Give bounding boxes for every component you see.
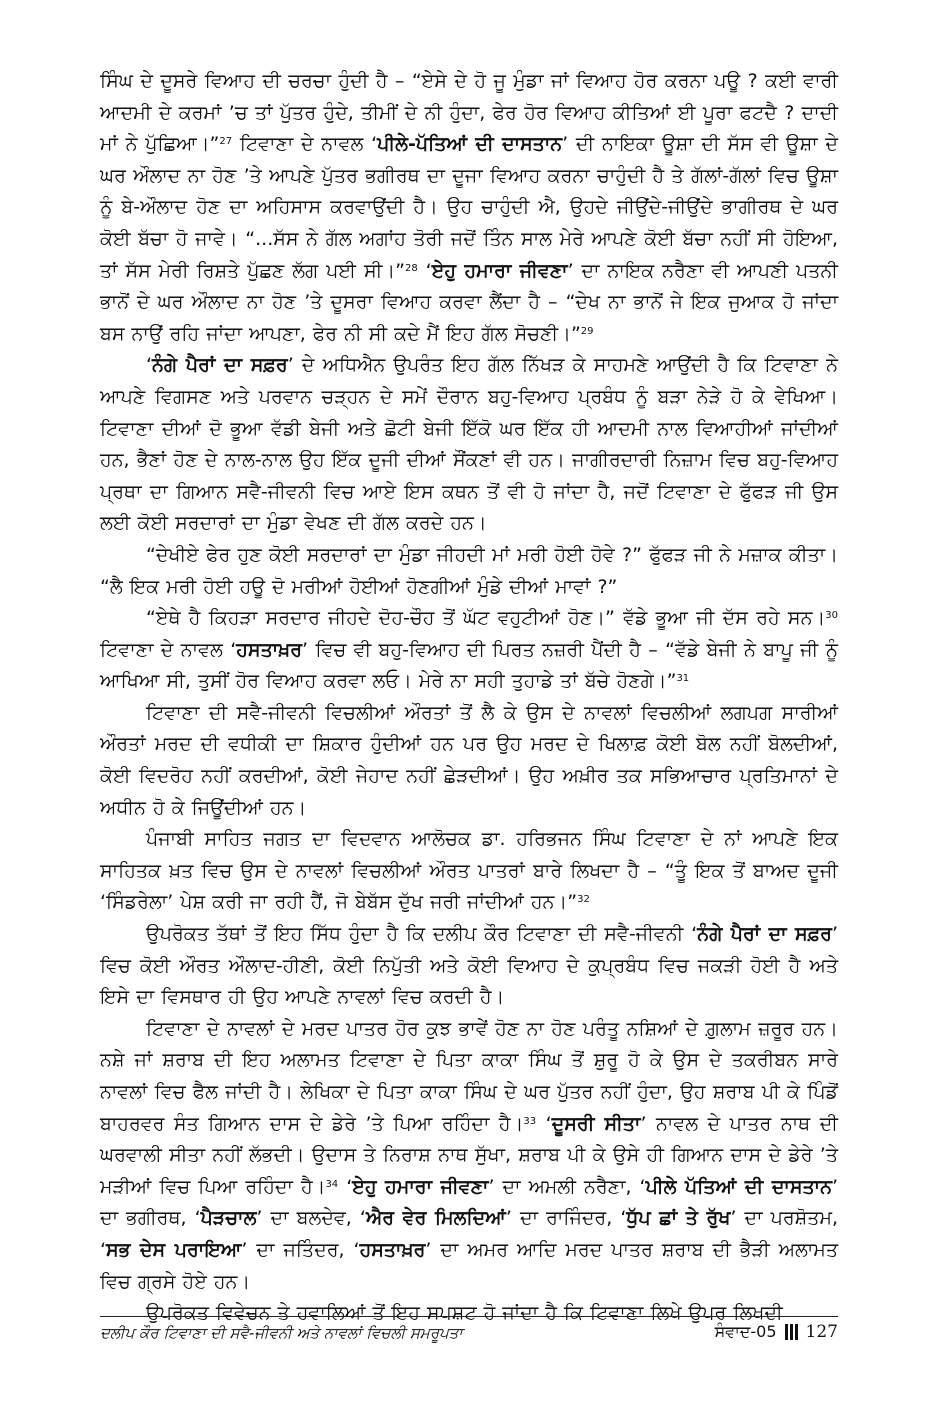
text-run: ’ ਦਾ ਅਮਲੀ ਨਰੈਣਾ, ‘: [488, 1175, 646, 1198]
text-run: ਟਿਵਾਣਾ ਦੀ ਸਵੈ-ਜੀਵਨੀ ਵਿਚਲੀਆਂ ਔਰਤਾਂ ਤੋਂ ਲੈ ਕੇ ਉਸ ਦੇ ਨਾਵਲਾਂ ਵਿਚਲੀਆਂ ਲਗਪਗ ਸਾਰੀਆਂ ਔਰਤਾਂ ਮਰਦ ਦੀ ਵਧੀਕੀ ਦਾ ਸ਼ਿਕਾਰ ਹੁੰਦੀਆਂ ਹਨ ਪਰ ਉਹ ਮਰਦ ਦੇ ਖਿਲਾਫ਼ ਕੋਈ ਬੋਲ ਨਹੀਂ ਬੋਲਦੀਆਂ, ਕੋਈ ਵਿਦਰੋਹ ਨਹੀਂ ਕਰਦੀਆਂ, ਕੋਈ ਜੇਹਾਦ ਨਹੀਂ ਛੇੜਦੀਆਂ। ਉਹ ਅਖ਼ੀਰ ਤਕ ਸਭਿਆਚਾਰ ਪ੍ਰਤਿਮਾਨਾਂ ਦੇ ਅਧੀਨ ਹੋ ਕੇ ਜਿਊਂਦੀਆਂ ਹਨ।: [100, 701, 838, 819]
text-run: ’ ਦਾ ਅਮਰ ਆਦਿ ਮਰਦ ਪਾਤਰ ਸ਼ਰਾਬ ਦੀ ਭੈੜੀ ਅਲਾਮਤ ਵਿਚ ਗ੍ਰਸੇ ਹੋਏ ਹਨ।: [100, 1238, 838, 1293]
text-run: ਟਿਵਾਣਾ ਦੇ ਨਾਵਲ ‘: [232, 133, 378, 156]
bars-icon: [785, 1324, 798, 1340]
text-run: ’ ਦਾ ਪਰਸ਼ੋਤਮ, ‘: [100, 1207, 838, 1261]
footer-rule: [100, 1316, 838, 1317]
text-run: ਟਿਵਾਣਾ ਦੇ ਨਾਵਲ ‘: [100, 638, 237, 661]
footnote-ref: 33: [523, 1115, 537, 1127]
bold-title: ਏਹੁ ਹਮਾਰਾ ਜੀਵਣਾ: [431, 259, 568, 282]
paragraph: [100, 603, 838, 698]
footnote-ref: 29: [580, 325, 594, 337]
text-run: ਟਿਵਾਣਾ ਦੇ ਨਾਵਲਾਂ ਦੇ ਮਰਦ ਪਾਤਰ ਹੋਰ ਕੁਝ ਭਾਵੇਂ ਹੋਣ ਨਾ ਹੋਣ ਪਰੰਤੂ ਨਸ਼ਿਆਂ ਦੇ ਗ਼ੁਲਾਮ ਜ਼ਰੂਰ ਹਨ। ਨਸ਼ੇ ਜਾਂ ਸ਼ਰਾਬ ਦੀ ਇਹ ਅਲਾਮਤ ਟਿਵਾਣਾ ਦੇ ਪਿਤਾ ਕਾਕਾ ਸਿੰਘ ਤੋਂ ਸ਼ੁਰੂ ਹੋ ਕੇ ਉਸ ਦੇ ਤਕਰੀਬਨ ਸਾਰੇ ਨਾਵਲਾਂ ਵਿਚ ਫੈਲ ਜਾਂਦੀ ਹੈ। ਲੇਖਿਕਾ ਦੇ ਪਿਤਾ ਕਾਕਾ ਸਿੰਘ ਦੇ ਘਰ ਪੁੱਤਰ ਨਹੀਂ ਹੁੰਦਾ, ਉਹ ਸ਼ਰਾਬ ਪੀ ਕੇ ਪਿੰਡੋਂ ਬਾਹਰਵਰ ਸੰਤ ਗਿਆਨ ਦਾਸ ਦੇ ਡੇਰੇ ’ਤੇ ਪਿਆ ਰਹਿੰਦਾ ਹੈ।: [100, 1017, 838, 1135]
bold-title: ਹਸਤਾਖ਼ਰ: [359, 1238, 426, 1261]
bold-title: ਪੀਲੇ-ਪੱਤਿਆਂ ਦੀ ਦਾਸਤਾਨ: [377, 133, 563, 156]
text-run: ’ ਦਾ ਬਲਦੇਵ, ‘: [256, 1207, 366, 1230]
paragraph: [100, 350, 838, 540]
bold-title: ਧੁੱਪ ਛਾਂ ਤੇ ਰੁੱਖ: [626, 1207, 731, 1230]
text-run: ’ ਦਾ ਜਤਿੰਦਰ, ‘: [241, 1238, 360, 1261]
paragraph: [100, 824, 838, 919]
paragraph: [100, 698, 838, 824]
bold-title: ਨੰਗੇ ਪੈਰਾਂ ਦਾ ਸਫ਼ਰ: [697, 923, 832, 946]
bold-title: ਸਭ ਦੇਸ ਪਰਾਇਆ: [106, 1238, 242, 1261]
footnote-ref: 31: [676, 673, 690, 685]
journal-name: ਸੰਵਾਦ-05: [714, 1322, 777, 1341]
paragraph: [100, 66, 838, 350]
text-run: ’ ਵਿਚ ਕੋਈ ਔਰਤ ਔਲਾਦ-ਹੀਣੀ, ਕੋਈ ਨਿਪੁੱਤੀ ਅਤੇ ਕੋਈ ਵਿਆਹ ਦੇ ਕੁਪ੍ਰਬੰਧ ਵਿਚ ਜਕੜੀ ਹੋਈ ਹੈ ਅਤੇ ਇਸੇ ਦਾ ਵਿਸਥਾਰ ਹੀ ਉਹ ਆਪਣੇ ਨਾਵਲਾਂ ਵਿਚ ਕਰਦੀ ਹੈ।: [100, 923, 839, 1009]
footnote-ref: 34: [325, 1178, 339, 1190]
paragraph: [100, 540, 838, 603]
bold-title: ਹਸਤਾਖ਼ਰ: [236, 638, 303, 661]
paragraph: [100, 919, 838, 1014]
text-run: ‘: [536, 1112, 552, 1135]
bold-title: ਦੂਸਰੀ ਸੀਤਾ: [551, 1112, 641, 1135]
text-run: ’ ਨਾਵਲ ਦੇ ਪਾਤਰ ਨਾਥ ਦੀ ਘਰਵਾਲੀ ਸੀਤਾ ਨਹੀਂ ਲੱਭਦੀ। ਉਦਾਸ ਤੇ ਨਿਰਾਸ਼ ਨਾਥ ਸੁੱਖਾ, ਸ਼ਰਾਬ ਪੀ ਕੇ ਉਸੇ ਹੀ ਗਿਆਨ ਦਾਸ ਦੇ ਡੇਰੇ ’ਤੇ ਮੜੀਆਂ ਵਿਚ ਪਿਆ ਰਹਿੰਦਾ ਹੈ।: [100, 1112, 838, 1198]
text-run: ਪੰਜਾਬੀ ਸਾਹਿਤ ਜਗਤ ਦਾ ਵਿਦਵਾਨ ਆਲੋਚਕ ਡਾ. ਹਰਿਭਜਨ ਸਿੰਘ ਟਿਵਾਣਾ ਦੇ ਨਾਂ ਆਪਣੇ ਇਕ ਸਾਹਿਤਕ ਖ਼ਤ ਵਿਚ ਉਸ ਦੇ ਨਾਵਲਾਂ ਵਿਚਲੀਆਂ ਔਰਤ ਪਾਤਰਾਂ ਬਾਰੇ ਲਿਖਦਾ ਹੈ – “ਤੂੰ ਇਕ ਤੋਂ ਬਾਅਦ ਦੂਜੀ ‘ਸਿੰਡਰੇਲਾ’ ਪੇਸ਼ ਕਰੀ ਜਾ ਰਹੀ ਹੈਂ, ਜੋ ਬੇਬੱਸ ਦੁੱਖ ਜਰੀ ਜਾਂਦੀਆਂ ਹਨ।”: [100, 828, 838, 914]
text-run: ‘: [417, 259, 432, 282]
page-number: 127: [805, 1322, 838, 1342]
text-run: ’ ਦਾ ਰਾਜਿੰਦਰ, ‘: [505, 1207, 627, 1230]
text-run: ’ ਵਿਚ ਵੀ ਬਹੁ-ਵਿਆਹ ਦੀ ਪਿਰਤ ਨਜ਼ਰੀ ਪੈਂਦੀ ਹੈ – “ਵੱਡੇ ਬੇਜੀ ਨੇ ਬਾਪੂ ਜੀ ਨੂੰ ਆਖਿਆ ਸੀ, ਤੁਸੀਂ ਹੋਰ ਵਿਆਹ ਕਰਵਾ ਲਓ। ਮੇਰੇ ਨਾ ਸਹੀ ਤੁਹਾਡੇ ਤਾਂ ਬੱਚੇ ਹੋਣਗੇ।”: [100, 638, 838, 693]
text-run: ‘: [338, 1175, 353, 1198]
text-run: ’ ਦਾ ਭਗੀਰਥ, ‘: [100, 1175, 838, 1230]
bold-title: ਏਹੁ ਹਮਾਰਾ ਜੀਵਣਾ: [352, 1175, 489, 1198]
footer-folio: [715, 1322, 838, 1342]
text-run: ‘: [146, 354, 153, 377]
footnote-ref: 32: [577, 894, 590, 906]
text-run: ਉਪਰੋਕਤ ਤੱਥਾਂ ਤੋਂ ਇਹ ਸਿੱਧ ਹੁੰਦਾ ਹੈ ਕਿ ਦਲੀਪ ਕੌਰ ਟਿਵਾਣਾ ਦੀ ਸਵੈ-ਜੀਵਨੀ ‘: [146, 923, 698, 946]
page-body: [100, 66, 838, 1330]
bold-title: ਨੰਗੇ ਪੈਰਾਂ ਦਾ ਸਫ਼ਰ: [152, 354, 288, 377]
text-run: “ਏਥੇ ਹੈ ਕਿਹੜਾ ਸਰਦਾਰ ਜੀਹਦੇ ਦੋਹ-ਚੌਹ ਤੋਂ ਘੱਟ ਵਹੁਟੀਆਂ ਹੋਣ।” ਵੱਡੇ ਭੂਆ ਜੀ ਦੱਸ ਰਹੇ ਸਨ।: [146, 607, 826, 630]
footnote-ref: 28: [405, 262, 418, 274]
paragraph: [100, 1014, 838, 1298]
text-run: ’ ਦੇ ਅਧਿਐਨ ਉਪਰੰਤ ਇਹ ਗੱਲ ਨਿੱਖੜ ਕੇ ਸਾਹਮਣੇ ਆਉਂਦੀ ਹੈ ਕਿ ਟਿਵਾਣਾ ਨੇ ਆਪਣੇ ਵਿਗਸਣ ਅਤੇ ਪਰਵਾਨ ਚੜ੍ਹਨ ਦੇ ਸਮੇਂ ਦੌਰਾਨ ਬਹੁ-ਵਿਆਹ ਪ੍ਰਬੰਧ ਨੂੰ ਬੜਾ ਨੇੜੇ ਹੋ ਕੇ ਵੇਖਿਆ। ਟਿਵਾਣਾ ਦੀਆਂ ਦੋ ਭੂਆ ਵੱਡੀ ਬੇਜੀ ਅਤੇ ਛੋਟੀ ਬੇਜੀ ਇੱਕੋ ਘਰ ਇੱਕ ਹੀ ਆਦਮੀ ਨਾਲ ਵਿਆਹੀਆਂ ਜਾਂਦੀਆਂ ਹਨ, ਭੈਣਾਂ ਹੋਣ ਦੇ ਨਾਲ-ਨਾਲ ਉਹ ਇੱਕ ਦੂਜੀ ਦੀਆਂ ਸੌਂਕਣਾਂ ਵੀ ਹਨ। ਜਾਗੀਰਦਾਰੀ ਨਿਜ਼ਾਮ ਵਿਚ ਬਹੁ-ਵਿਆਹ ਪ੍ਰਥਾ ਦਾ ਗਿਆਨ ਸਵੈ-ਜੀਵਨੀ ਵਿਚ ਆਏ ਇਸ ਕਥਨ ਤੋਂ ਵੀ ਹੋ ਜਾਂਦਾ ਹੈ, ਜਦੋਂ ਟਿਵਾਣਾ ਦੇ ਫੁੱਫੜ ਜੀ ਉਸ ਲਈ ਕੋਈ ਸਰਦਾਰਾਂ ਦਾ ਮੁੰਡਾ ਵੇਖਣ ਦੀ ਗੱਲ ਕਰਦੇ ਹਨ।: [100, 354, 838, 535]
bold-title: ਪੀਲੇ ਪੱਤਿਆਂ ਦੀ ਦਾਸਤਾਨ: [645, 1175, 832, 1198]
text-run: ਸਿੰਘ ਦੇ ਦੂਸਰੇ ਵਿਆਹ ਦੀ ਚਰਚਾ ਹੁੰਦੀ ਹੈ – “ਏਸੇ ਦੇ ਹੋ ਜੂ ਮੁੰਡਾ ਜਾਂ ਵਿਆਹ ਹੋਰ ਕਰਨਾ ਪਊ ? ਕਈ ਵਾਰੀ ਆਦਮੀ ਦੇ ਕਰਮਾਂ ’ਚ ਤਾਂ ਪੁੱਤਰ ਹੁੰਦੇ, ਤੀਮੀਂ ਦੇ ਨੀ ਹੁੰਦਾ, ਫੇਰ ਹੋਰ ਵਿਆਹ ਕੀਤਿਆਂ ਈ ਪੂਰਾ ਫਟਦੈ ? ਦਾਦੀ ਮਾਂ ਨੇ ਪੁੱਛਿਆ।”: [100, 70, 838, 156]
footnote-ref: 27: [219, 136, 233, 148]
running-title: ਦਲੀਪ ਕੌਰ ਟਿਵਾਣਾ ਦੀ ਸਵੈ-ਜੀਵਨੀ ਅਤੇ ਨਾਵਲਾਂ ਵਿਚਲੀ ਸਮਰੂਪਤਾ: [100, 1324, 463, 1342]
bold-title: ਪੈੜਚਾਲ: [200, 1207, 257, 1230]
text-run: ’ ਦੀ ਨਾਇਕਾ ਊਸ਼ਾ ਦੀ ਸੱਸ ਵੀ ਊਸ਼ਾ ਦੇ ਘਰ ਔਲਾਦ ਨਾ ਹੋਣ ’ਤੇ ਆਪਣੇ ਪੁੱਤਰ ਭਗੀਰਥ ਦਾ ਦੂਜਾ ਵਿਆਹ ਕਰਨਾ ਚਾਹੁੰਦੀ ਹੈ ਤੇ ਗੱਲਾਂ-ਗੱਲਾਂ ਵਿਚ ਊਸ਼ਾ ਨੂੰ ਬੇ-ਔਲਾਦ ਹੋਣ ਦਾ ਅਹਿਸਾਸ ਕਰਵਾਉਂਦੀ ਹੈ। ਉਹ ਚਾਹੁੰਦੀ ਐ, ਉਹਦੇ ਜੀਉਂਦੇ-ਜੀਉਂਦੇ ਭਾਗੀਰਥ ਦੇ ਘਰ ਕੋਈ ਬੱਚਾ ਹੋ ਜਾਵੇ। “...ਸੱਸ ਨੇ ਗੱਲ ਅਗਾਂਹ ਤੋਰੀ ਜਦੋਂ ਤਿੰਨ ਸਾਲ ਮੇਰੇ ਆਪਣੇ ਕੋਈ ਬੱਚਾ ਨਹੀਂ ਸੀ ਹੋਇਆ, ਤਾਂ ਸੱਸ ਮੇਰੀ ਰਿਸ਼ਤੇ ਪੁੱਛਣ ਲੱਗ ਪਈ ਸੀ।”: [100, 133, 838, 282]
text-run: ’ ਦਾ ਨਾਇਕ ਨਰੈਣਾ ਵੀ ਆਪਣੀ ਪਤਨੀ ਭਾਨੋਂ ਦੇ ਘਰ ਔਲਾਦ ਨਾ ਹੋਣ ’ਤੇ ਦੂਸਰਾ ਵਿਆਹ ਕਰਵਾ ਲੈਂਦਾ ਹੈ – “ਦੇਖ ਨਾ ਭਾਨੋਂ ਜੇ ਇਕ ਜੁਆਕ ਹੋ ਜਾਂਦਾ ਬਸ ਨਾਉਂ ਰਹਿ ਜਾਂਦਾ ਆਪਣਾ, ਫੇਰ ਨੀ ਸੀ ਕਦੇ ਮੈਂ ਇਹ ਗੱਲ ਸੋਚਣੀ।”: [100, 259, 838, 345]
footnote-ref: 30: [825, 610, 838, 622]
bold-title: ਐਰ ਵੇਰ ਮਿਲਦਿਆਂ: [365, 1207, 506, 1230]
text-run: ਉਪਰੋਕਤ ਵਿਵੇਚਨ ਤੇ ਹਵਾਲਿਆਂ ਤੋਂ ਇਹ ਸਪਸ਼ਟ ਹੋ ਜਾਂਦਾ ਹੈ ਕਿ ਟਿਵਾਣਾ ਲਿਖੇ ਉਪਰ ਲਿਖਦੀ: [146, 1302, 783, 1325]
text-run: “ਦੇਖੀਏ ਫੇਰ ਹੁਣ ਕੋਈ ਸਰਦਾਰਾਂ ਦਾ ਮੁੰਡਾ ਜੀਹਦੀ ਮਾਂ ਮਰੀ ਹੋਈ ਹੋਵੇ ?” ਫੁੱਫੜ ਜੀ ਨੇ ਮਜ਼ਾਕ ਕੀਤਾ। “ਲੈ ਇਕ ਮਰੀ ਹੋਈ ਹਊ ਦੋ ਮਰੀਆਂ ਹੋਈਆਂ ਹੋਣਗੀਆਂ ਮੁੰਡੇ ਦੀਆਂ ਮਾਵਾਂ ?”: [100, 543, 838, 598]
